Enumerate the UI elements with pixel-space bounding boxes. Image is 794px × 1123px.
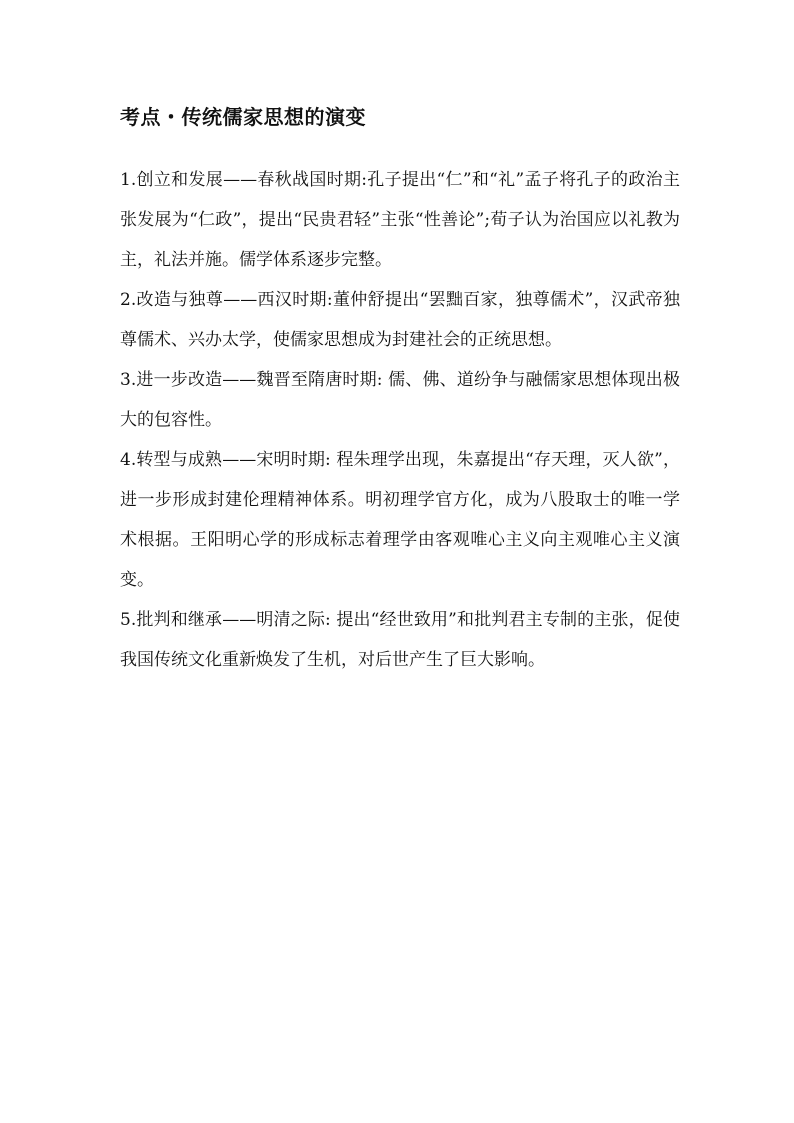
paragraph-2: 2.改造与独尊——西汉时期:董仲舒提出“罢黜百家，独尊儒术”，汉武帝独尊儒术、兴办太学，使儒家思想成为封建社会的正统思想。 xyxy=(120,290,680,350)
paragraph-4: 4.转型与成熟——宋明时期: 程朱理学出现，朱嘉提出“存天理，灭人欲”，进一步形成封建伦理精神体系。明初理学官方化，成为八股取士的唯一学术根据。王阳明心学的形成标志着理学由客观唯心主义向主观唯心主义演变。 xyxy=(120,450,680,590)
paragraph-3: 3.进一步改造——魏晋至隋唐时期: 儒、佛、道纷争与融儒家思想体现出极大的包容性。 xyxy=(120,370,680,430)
document-body xyxy=(120,160,680,680)
page-title: 考点・传统儒家思想的演变 xyxy=(120,105,366,129)
paragraph-5: 5.批判和继承——明清之际: 提出“经世致用”和批判君主专制的主张，促使我国传统文化重新焕发了生机，对后世产生了巨大影响。 xyxy=(120,610,680,670)
paragraph-1: 1.创立和发展——春秋战国时期:孔子提出“仁”和“礼”孟子将孔子的政治主张发展为“仁政”，提出“民贵君轻”主张“性善论”;荀子认为治国应以礼教为主，礼法并施。儒学体系逐步完整。 xyxy=(120,170,680,270)
